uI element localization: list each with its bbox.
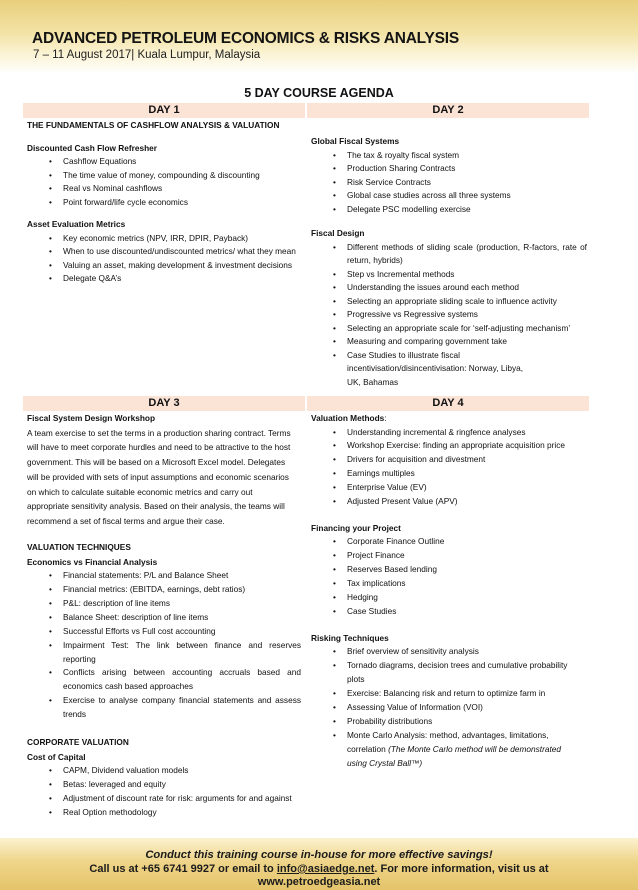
day1-header: DAY 1 xyxy=(23,103,305,118)
day3-workshop-title: Fiscal System Design Workshop xyxy=(27,413,156,423)
list-item: • Risk Service Contracts xyxy=(311,176,587,190)
list-item: • Brief overview of sensitivity analysis xyxy=(311,645,587,659)
list-item: • Selecting an appropriate sliding scale to influence activity xyxy=(311,295,587,309)
corporate-valuation-heading: CORPORATE VALUATION xyxy=(27,737,129,748)
day1-content xyxy=(27,119,301,286)
list-item: • Impairment Test: The link between finance and reserves reporting xyxy=(27,639,301,667)
text-line: recommend a set of fiscal terms and argue their case. xyxy=(27,516,225,527)
day4-content xyxy=(311,412,587,771)
day4-list xyxy=(311,426,587,509)
day3-content xyxy=(27,412,301,820)
list-item: • P&L: description of line items xyxy=(27,597,301,611)
email-link[interactable]: info@asiaedge.net xyxy=(276,863,375,875)
day1-section-title: Asset Evaluation Metrics xyxy=(27,219,126,229)
list-item: • Delegate Q&A’s xyxy=(27,272,301,286)
list-item: • Progressive vs Regressive systems xyxy=(311,308,587,322)
list-item: • Key economic metrics (NPV, IRR, DPIR, Payback) xyxy=(27,232,301,246)
footer-visit-text: . For more information, visit us at xyxy=(374,863,549,875)
list-item: • Enterprise Value (EV) xyxy=(311,481,587,495)
day3-section-title: Cost of Capital xyxy=(27,751,86,762)
list-item: • Measuring and comparing government take xyxy=(311,335,587,349)
day2-header: DAY 2 xyxy=(307,103,589,118)
list-item: • Real Option methodology xyxy=(27,806,301,820)
monte-carlo-note: (The Monte Carlo method will be demonstrated using Crystal Ball™) xyxy=(347,743,561,768)
day4-section-title: Risking Techniques xyxy=(311,632,389,643)
course-date-location: 7 – 11 August 2017| Kuala Lumpur, Malaysia xyxy=(33,49,261,61)
list-item: • CAPM, Dividend valuation models xyxy=(27,764,301,778)
list-item: • Hedging xyxy=(311,591,587,605)
day3-header: DAY 3 xyxy=(23,396,305,411)
day4-list xyxy=(311,535,587,618)
list-item: • Delegate PSC modelling exercise xyxy=(311,203,587,217)
list-item: • Financial metrics: (EBITDA, earnings, debt ratios) xyxy=(27,583,301,597)
list-item: • Financial statements: P/L and Balance Sheet xyxy=(27,569,301,583)
text-line: will have to meet corporate hurdles and need to be attractive to the host xyxy=(27,442,291,453)
list-item: • Conflicts arising between accounting accruals based and economics cash based approaches xyxy=(27,666,301,694)
day4-section-title: Financing your Project xyxy=(311,522,401,533)
valuation-techniques-heading: VALUATION TECHNIQUES xyxy=(27,542,131,553)
list-item: • Selecting an appropriate scale for ‘self-adjusting mechanism’ xyxy=(311,322,587,336)
list-item: • Probability distributions xyxy=(311,715,587,729)
text-line: A team exercise to set the terms in a production sharing contract. Terms xyxy=(27,427,291,438)
day1-list xyxy=(27,155,301,209)
day2-section-title: Global Fiscal Systems xyxy=(311,136,400,146)
day2-list xyxy=(311,149,587,217)
colon: : xyxy=(384,413,387,423)
text-line: on which to calculate suitable economic metrics and carry out xyxy=(27,486,253,497)
day4-header: DAY 4 xyxy=(307,396,589,411)
monte-carlo-text: Monte Carlo Analysis: method, advantages, limitations, correlation xyxy=(347,729,549,754)
day2-content xyxy=(311,135,587,389)
day3-section-title: Economics vs Financial Analysis xyxy=(27,556,158,567)
list-item: • Corporate Finance Outline xyxy=(311,535,587,549)
day3-list xyxy=(27,569,301,722)
list-item: • Exercise: Balancing risk and return to optimize farm in xyxy=(311,687,587,701)
list-item: • Exercise to analyse company financial statements and assess trends xyxy=(27,694,301,722)
day1-section-title: Discounted Cash Flow Refresher xyxy=(27,142,158,153)
agenda-title: 5 DAY COURSE AGENDA xyxy=(244,86,394,100)
text-line: will be provided with sets of input assumptions and economic scenarios xyxy=(27,471,289,482)
list-item: • Different methods of sliding scale (production, R-factors, rate of return, hybrids) xyxy=(311,241,587,268)
day3-workshop-description xyxy=(27,426,301,530)
list-item: • Point forward/life cycle economics xyxy=(27,196,301,210)
list-item: • Case Studies to illustrate fiscal incentivisation/disincentivisation: Norway, Libya, UK, Bahamas xyxy=(311,349,587,390)
footer-contact xyxy=(0,863,638,875)
day4-section-title xyxy=(311,412,587,426)
list-item: • Understanding incremental & ringfence analyses xyxy=(311,426,587,440)
list-item: • Cashflow Equations xyxy=(27,155,301,169)
course-title: ADVANCED PETROLEUM ECONOMICS & RISKS ANALYSIS xyxy=(32,30,460,47)
text-line: appropriate sensitivity analysis. Based on their analysis, the teams will xyxy=(27,501,285,512)
list-item: • Step vs Incremental methods xyxy=(311,268,587,282)
list-item xyxy=(311,729,587,771)
list-item: • Earnings multiples xyxy=(311,467,587,481)
day1-list xyxy=(27,232,301,286)
day1-heading: THE FUNDAMENTALS OF CASHFLOW ANALYSIS & VALUATION xyxy=(27,120,280,130)
list-item: • The time value of money, compounding & discounting xyxy=(27,169,301,183)
footer-tagline: Conduct this training course in-house for more effective savings! xyxy=(145,849,493,861)
list-item: • When to use discounted/undiscounted metrics/ what they mean xyxy=(27,245,301,259)
valuation-methods-title: Valuation Methods xyxy=(311,413,385,423)
list-item: • Workshop Exercise: finding an appropriate acquisition price xyxy=(311,439,587,453)
list-item: • Betas: leveraged and equity xyxy=(27,778,301,792)
list-item: • Production Sharing Contracts xyxy=(311,162,587,176)
day2-section-title: Fiscal Design xyxy=(311,228,365,238)
list-item: • Real vs Nominal cashflows xyxy=(27,182,301,196)
footer-phone-text: Call us at +65 6741 9927 or email to xyxy=(89,863,277,875)
list-item: • Tornado diagrams, decision trees and cumulative probability plots xyxy=(311,659,587,687)
list-item: • Balance Sheet: description of line items xyxy=(27,611,301,625)
day4-list xyxy=(311,645,587,770)
list-item: • Valuing an asset, making development & investment decisions xyxy=(27,259,301,273)
list-item: • Adjusted Present Value (APV) xyxy=(311,495,587,509)
day2-list xyxy=(311,241,587,390)
list-item: • The tax & royalty fiscal system xyxy=(311,149,587,163)
text-line: government. This will be based on a Microsoft Excel model. Delegates xyxy=(27,457,286,468)
list-item: • Project Finance xyxy=(311,549,587,563)
list-item: • Reserves Based lending xyxy=(311,563,587,577)
website-link[interactable]: www.petroedgeasia.net xyxy=(257,876,381,888)
day3-list xyxy=(27,764,301,820)
list-item: • Successful Efforts vs Full cost accounting xyxy=(27,625,301,639)
list-item: • Case Studies xyxy=(311,605,587,619)
list-item: • Drivers for acquisition and divestment xyxy=(311,453,587,467)
list-item: • Global case studies across all three systems xyxy=(311,189,587,203)
list-item: • Understanding the issues around each method xyxy=(311,281,587,295)
list-item: • Adjustment of discount rate for risk: arguments for and against xyxy=(27,792,301,806)
list-item: • Assessing Value of Information (VOI) xyxy=(311,701,587,715)
list-item: • Tax implications xyxy=(311,577,587,591)
